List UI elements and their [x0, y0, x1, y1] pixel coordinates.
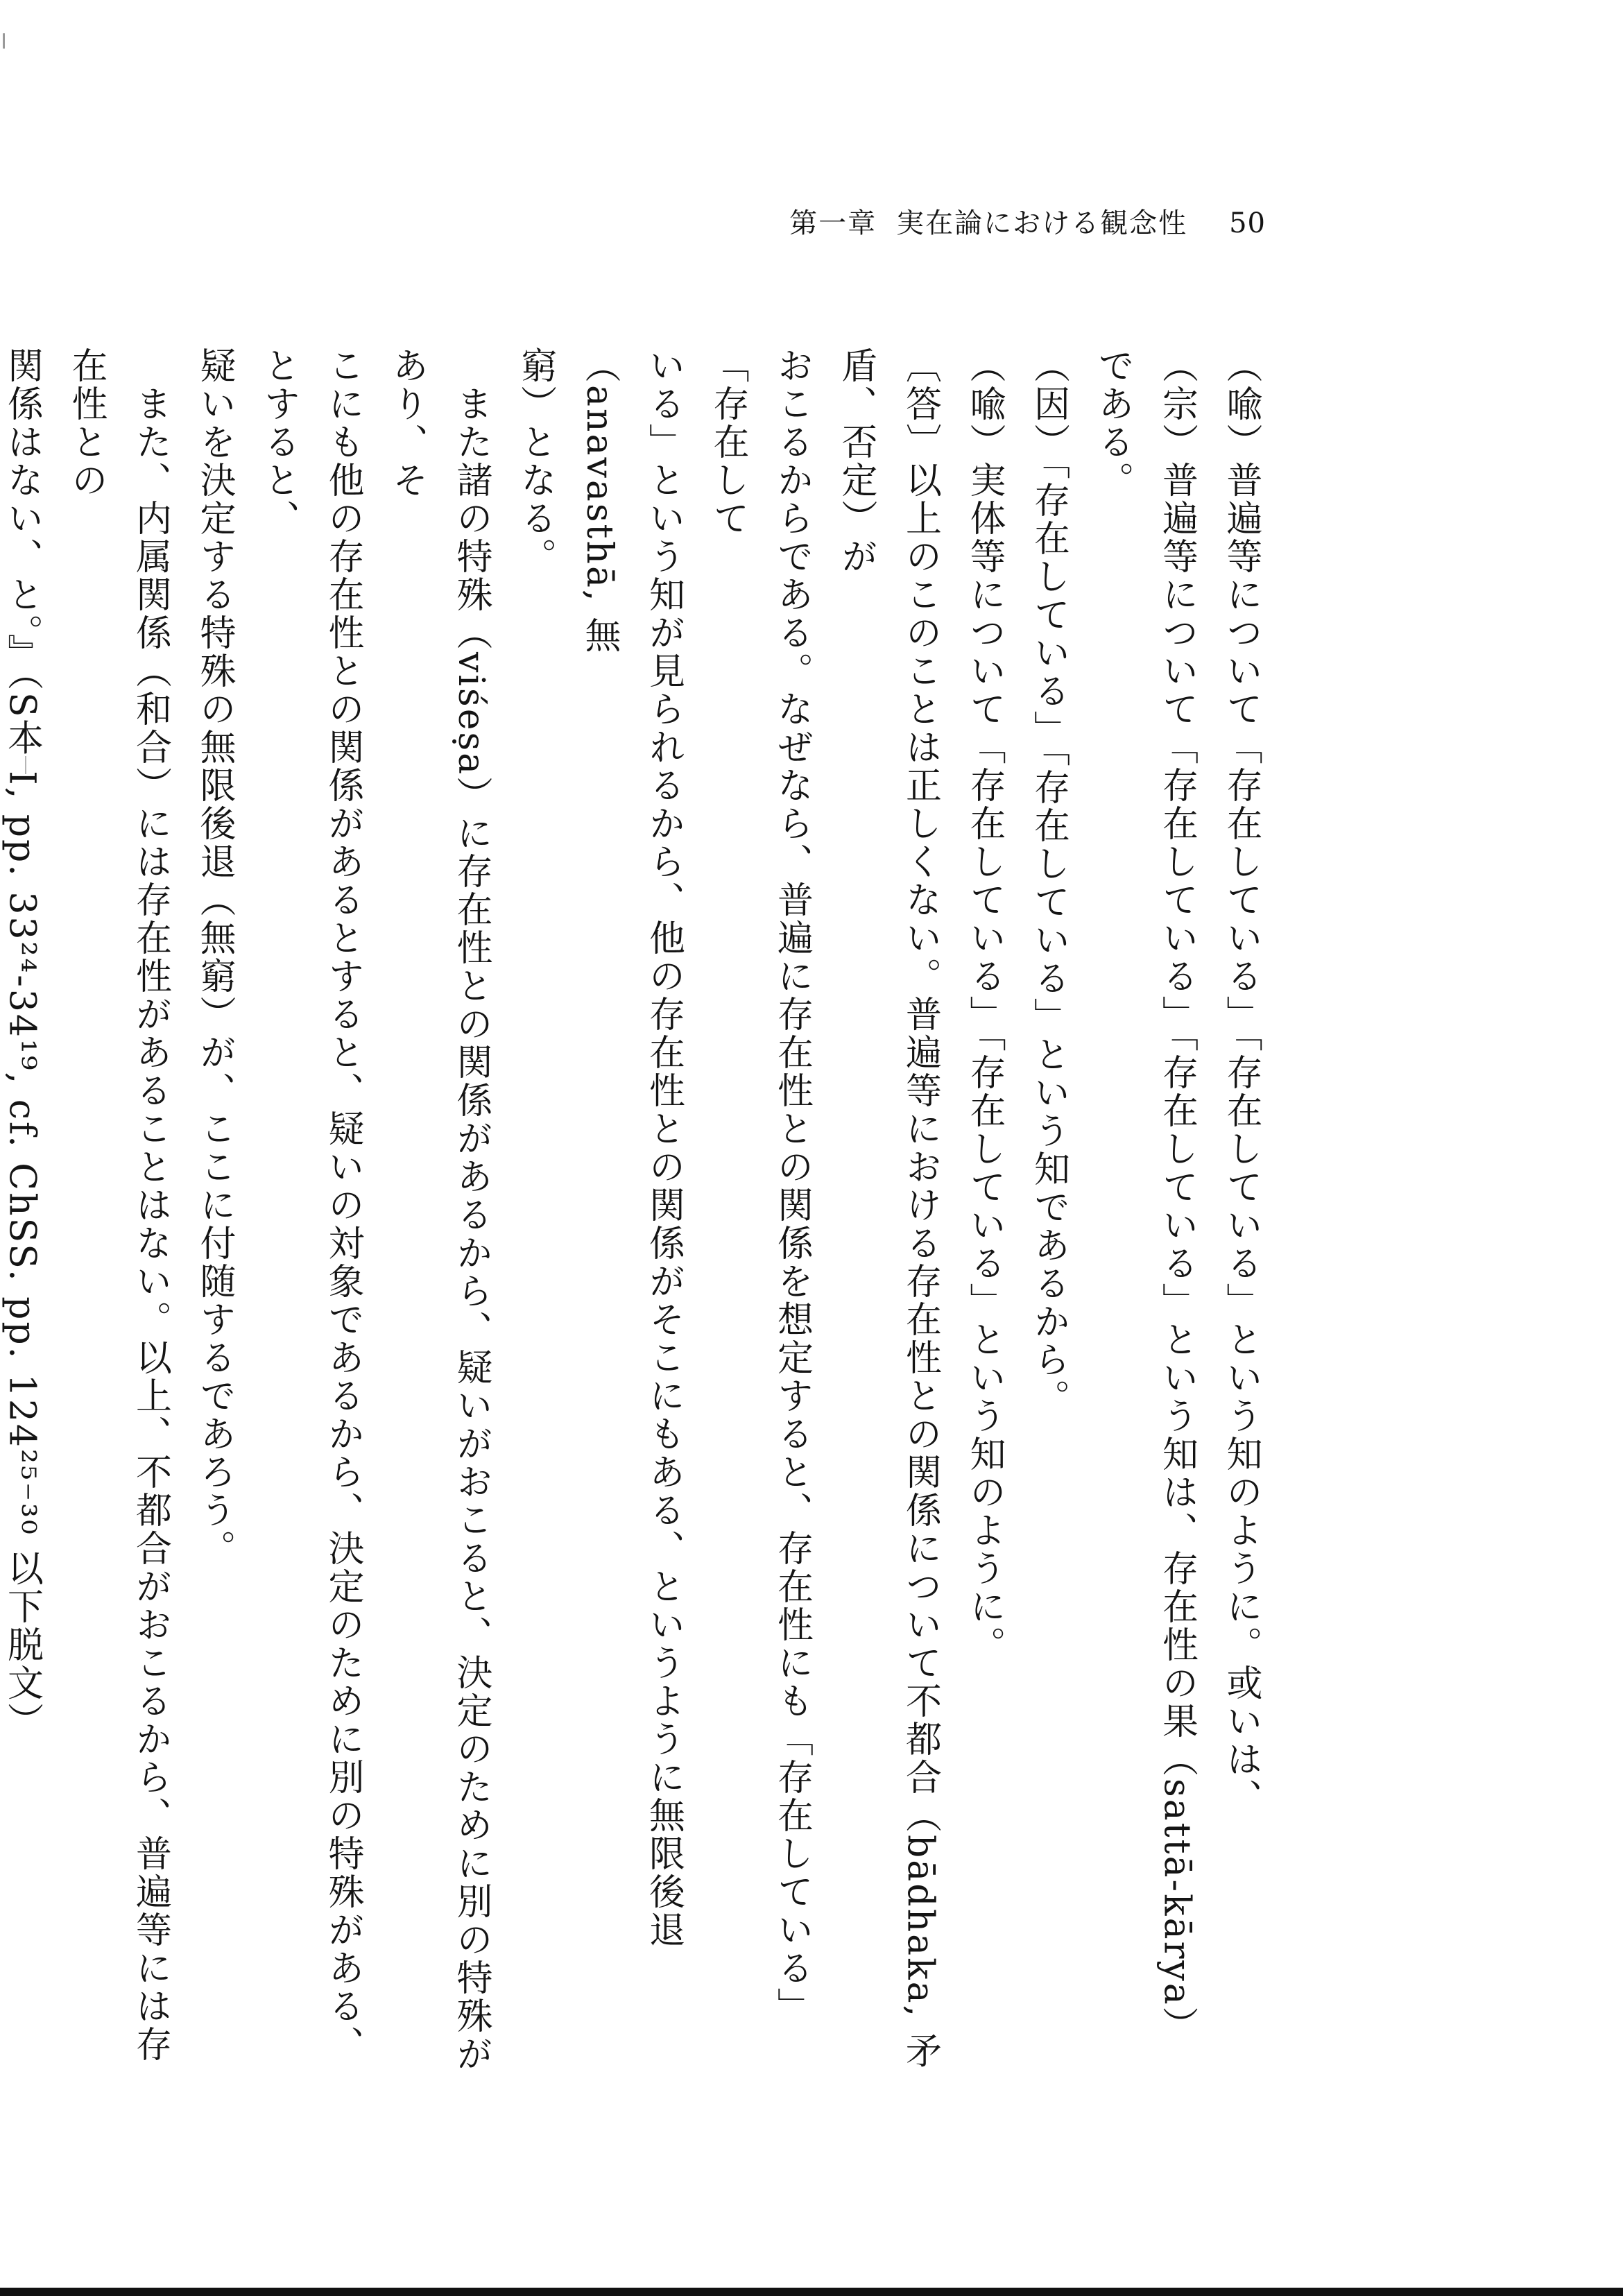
text-line: 関係はない、と。』（S本 I, pp. 33²⁴-34¹⁹, cf. ChSS. pp. 124²⁵⁻³⁰ 以下脱文） — [1, 347, 43, 1741]
text-line: こにも他の存在性との関係があるとすると、疑いの対象であるから、決定のために別の特殊がある、とすると、 — [257, 347, 363, 2064]
text-line: また諸の特殊（viśeṣa）に存在性との関係があるから、疑いがおこると、決定のために別の特殊があり、そ — [386, 347, 492, 2074]
text-line: 〔答〕以上のこのことは正しくない。普遍等における存在性との関係について不都合（bādhaka, 矛盾、否定）が — [835, 347, 941, 2071]
scan-artifact-mark — [3, 33, 5, 49]
text-line: おこるからである。なぜなら、普遍に存在性との関係を想定すると、存在性にも「存在している」「存在して — [707, 347, 813, 2025]
chapter-title: 実在論における観念性 — [896, 207, 1188, 239]
text-line: 疑いを決定する特殊の無限後退（無窮）が、ここに付随するであろう。 — [194, 347, 235, 1568]
text-line: また、内属関係（和合）には存在性があることはない。以上、不都合がおこるから、普遍等には存在性との — [65, 347, 171, 2064]
text-line: （喩）普遍等について「存在している」「存在している」という知のように。或いは、 — [1220, 347, 1262, 1817]
chapter-label: 第一章 — [789, 207, 877, 239]
scan-edge-bar — [0, 2288, 1623, 2296]
vertical-body-text — [1, 347, 1273, 2081]
text-line: 窮）となる。 — [514, 347, 556, 576]
running-head — [789, 201, 1266, 241]
page-number: 50 — [1229, 207, 1266, 239]
text-line: （喩）実体等について「存在している」「存在している」という知のように。 — [963, 347, 1005, 1664]
text-line: （宗）普遍等について「存在している」「存在している」という知は、存在性の果（sattā-kārya）である。 — [1092, 347, 1198, 2045]
text-line: （因）「存在している」「存在している」という知であるから。 — [1027, 347, 1070, 1417]
text-line: いる」という知が見られるから、他の存在性との関係がそこにもある、というように無限後退（anavasthā, 無 — [578, 347, 685, 1949]
